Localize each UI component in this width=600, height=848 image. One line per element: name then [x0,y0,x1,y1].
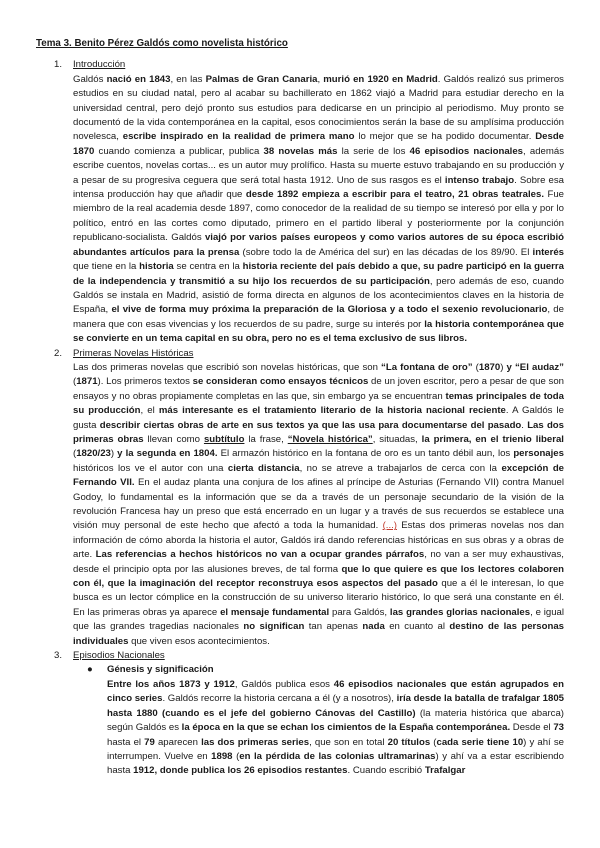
text-run: ) y ahí va a estar escribiendo hasta [107,750,564,777]
bold-text: y la segunda en 1804. [117,448,218,460]
bold-text: las dos primeras series [201,736,310,748]
bold-text: nada [362,621,385,633]
section-primeras-novelas [36,347,564,650]
text-run: que viven esos acontecimientos. [128,635,270,647]
text-run: (la materia histórica que abarca) según Galdós es [107,707,564,734]
text-run: para Galdós, [329,606,390,618]
text-run: ( [430,736,437,748]
bold-text: subtítulo [203,433,245,445]
text-run: , Galdós publica esos [234,678,334,690]
text-run: (sobre todo la de América del sur) en las décadas de los 89/90. El [239,246,533,258]
bold-text: viajó por varios países europeos y como varios autores de su época escribió abundantes artículos para la prensa [73,232,564,258]
text-run: ). Los primeros textos [97,376,193,388]
text-run: de un joven escritor, pero a pesar de que son ensayos y no obras propiamente completas en las que, sin embargo ya se encuentran [73,376,564,402]
text-run: lo mejor que se ha podido documentar. [354,131,536,143]
text-run: la frase, [244,433,288,445]
text-run: Galdós [73,73,107,85]
bold-text: destino de las personas individuales [73,621,564,647]
bold-text: en la pérdida de las colonias ultramarinas [239,750,436,762]
section-episodios-nacionales [36,649,564,779]
bold-text: Trafalgar [424,765,466,777]
bold-text: 38 novelas más [263,145,338,157]
text-run: Desde el [510,722,554,734]
bold-text: que están agrupados en cinco series [107,678,564,705]
bold-text: 1870 [478,361,501,373]
bold-text: escribe inspirado en la realidad de primera mano [122,131,355,143]
bold-text: murió en 1920 en Madrid [323,73,438,85]
section-paragraph [73,73,564,347]
subsection-genesis [73,663,564,778]
bold-text: y “El audaz” [506,361,564,373]
bold-text: interés [532,246,565,258]
text-run: ) [500,361,507,373]
text-run: En el audaz planta una conjura de los afines al príncipe de Asturias (Fernando VII) contra Manuel Godoy, lo fundamental es la información que se da a través de un personaje secundario de la visión de la revolución Francesa hay un preso que está encerrado en un lugar y a través de sus recuerdos se establece una visión muy personal de este hecho que afectó a toda la humanidad. [73,477,564,532]
text-run: tan apenas [304,621,363,633]
bold-text: Desde 1870 [73,131,565,157]
text-run: . Sobre esa intensa producción hay que añadir que [73,174,564,201]
subsection-heading: Génesis y significación [107,664,214,676]
text-run: Fue miembro de la real academia desde 1897, como conocedor de la realidad de su tiempo se interesó por ella y por lo político, entró en las cortes como diputado, primero en el partido liberal y posteriormente por la conjunción republicano-socialista. Galdós [73,189,565,244]
section-number: 1. [54,59,63,71]
text-run: . [521,419,528,431]
bold-text: la primera, en el trienio liberal [421,433,564,445]
bold-text: 1871 [76,376,98,388]
bold-text: “Novela histórica” [287,433,373,445]
text-run: . Cuando escribió [347,765,425,777]
bold-text: 1898 [211,750,233,762]
bold-text: “La fontana de oro” [381,361,473,373]
bold-text: el mensaje fundamental [220,606,330,618]
bold-text: más interesante es el tratamiento literario de la historia nacional reciente [158,405,506,417]
text-run: que a él le interesan, lo que busca es un lector cómplice en la construcción de su universo literario histórico, lo que será una constante en él. En las primeras obras ya aparece [73,578,565,618]
text-run: la serie de los [337,145,410,157]
text-run: ( [472,361,479,373]
text-run: , de manera que con esas vivencias y los recuerdos de su padre, surge su interés por [73,304,564,330]
bold-text: cierta distancia [227,462,300,474]
subsection-paragraph [107,678,564,779]
text-run: Las dos primeras novelas que escribió son novelas históricas, que son [73,361,382,373]
text-run: , situadas, [372,433,422,445]
bold-text: iría desde la batalla de trafalgar 1805 hasta 1880 (cuando es el jefe del gobierno Cánovas del Castillo) [107,693,565,719]
bold-text: cada serie tiene 10 [436,736,524,748]
text-run: ( [73,376,77,388]
text-run: Estas dos primeras novelas nos dan información de cómo aborda la historia el autor, Galdós irá dando referencias históricas en sus obras y a obras de arte. [73,520,564,561]
text-run: en cuanto al [384,621,450,633]
bold-text: historia reciente del país debido a que, su padre participó en la guerra de la independencia y transmitió a su hijo los recuerdos de su participación [73,261,564,287]
bold-text: se consideran como ensayos técnicos [192,376,369,388]
text-run: históricos los ve el autor con una [73,462,228,474]
bold-text: 20 títulos [387,736,431,748]
text-run: , en las [170,73,206,85]
text-run: se centra en la [173,261,243,273]
bold-text: 79 [144,736,155,748]
text-run: , e igual que las grandes tragedias nacionales [73,606,565,633]
text-run: El armazón histórico en la fontana de oro es un tanto débil aun, los [217,448,514,460]
text-run: , no van a ser muy exhaustivas, desde el principio opta por las alusiones breves, de tal forma [73,549,564,575]
section-heading: Introducción [73,59,126,71]
bold-text: que lo que quiere es que los lectores colaboren con él, que la imaginación del receptor reconstruya esos aspectos del pasado [73,563,565,590]
bold-text: excepción de Fernando VII. [73,462,565,489]
bold-text: el vive de forma muy próxima la preparación de la Gloriosa y a todo el sexenio revolucionario [111,304,548,316]
bold-text: temas principales de toda su producción [73,390,564,417]
section-number: 2. [54,347,63,359]
bold-text: desde 1892 empieza a escribir para el teatro, 21 obras teatrales. [245,189,544,201]
bold-text: 46 episodios nacionales [409,145,524,157]
text-run: , que son en total [309,736,388,748]
text-run: ) y ahí se interrumpen. Vuelve en [107,736,564,762]
text-run: , no se atreve a trabajarlos de cerca con la [299,462,502,474]
bold-text: 1820/23 [76,448,111,460]
text-run: ( [232,750,240,762]
bold-text: las grandes glorias nacionales [389,606,531,618]
bold-text: no significan [243,621,305,633]
bold-text: personajes [513,448,564,460]
bold-text: nació en 1843 [106,73,171,85]
bold-text: Palmas de Gran Canaria [205,73,318,85]
text-run: ( [73,448,77,460]
text-run: , además escribe cuentos, novelas cortas... es un autor muy prolífico. Hasta su muerte estuvo trabajando en su producción y a pesar de su progresiva ceguera que será total hasta 1912. Uno de sus rasgos es el [73,145,565,186]
bold-text: Las dos primeras obras [73,419,564,445]
bullet-icon: ● [87,664,93,676]
bold-text: la historia contemporánea que se convierte en un tema capital en su obra, pero no es el tema exclusivo de sus libros. [73,318,564,345]
text-run: . Galdós recorre la historia cercana a él (y a nosotros), [162,693,397,705]
bold-text: 1912, donde publica los 26 episodios restantes [133,765,348,777]
bold-text: la época en la que se echan los cimientos de la España contemporánea. [181,722,511,734]
text-run: llevan como [143,433,204,445]
text-run: aparecen [154,736,202,748]
text-run: que tiene en la [73,261,140,273]
text-run: . Galdós realizó sus primeros estudios en su ciudad natal, pero al acabar su bachillerato en 1862 viajó a Madrid para estudiar derecho en la universidad central, pero dejó pronto sus estudios para dedicarse en un principio al periodismo. Muy pronto se documentó de la vida contemporánea en la capital, esos conocimientos serán la base de su amplísima producción novelesca, [73,73,564,143]
section-number: 3. [54,650,63,662]
bold-text: 46 episodios nacionales [333,678,447,690]
bold-text: Las referencias a hechos históricos no van a ocupar grandes párrafos [95,549,425,561]
bold-text: 73 [553,722,564,734]
bold-text: intenso trabajo [444,174,515,186]
text-run: . A Galdós le gusta [73,405,565,431]
text-run: ) [110,448,118,460]
document-title: Tema 3. Benito Pérez Galdós como novelista histórico [36,38,288,49]
text-run: hasta el [107,736,145,748]
section-heading: Primeras Novelas Históricas [73,347,194,359]
section-heading: Episodios Nacionales [73,650,165,662]
ellipsis-mark: (...) [382,520,397,532]
section-paragraph [73,361,564,649]
bold-text: historia [139,261,174,273]
text-run: , [317,73,324,85]
bold-text: describir ciertas obras de arte en sus textos ya que las usa para documentarse del pasado [99,419,522,431]
text-run: cuando comienza a publicar, publica [94,145,264,157]
section-introduccion [36,58,564,346]
text-run: , pero además de eso, cuando Galdós se instala en Madrid, asistió de forma directa en algunos de los acontecimientos claves en la historia de España, [73,275,565,316]
bold-text: Entre los años 1873 y 1912 [107,678,235,690]
text-run: , el [140,405,159,417]
